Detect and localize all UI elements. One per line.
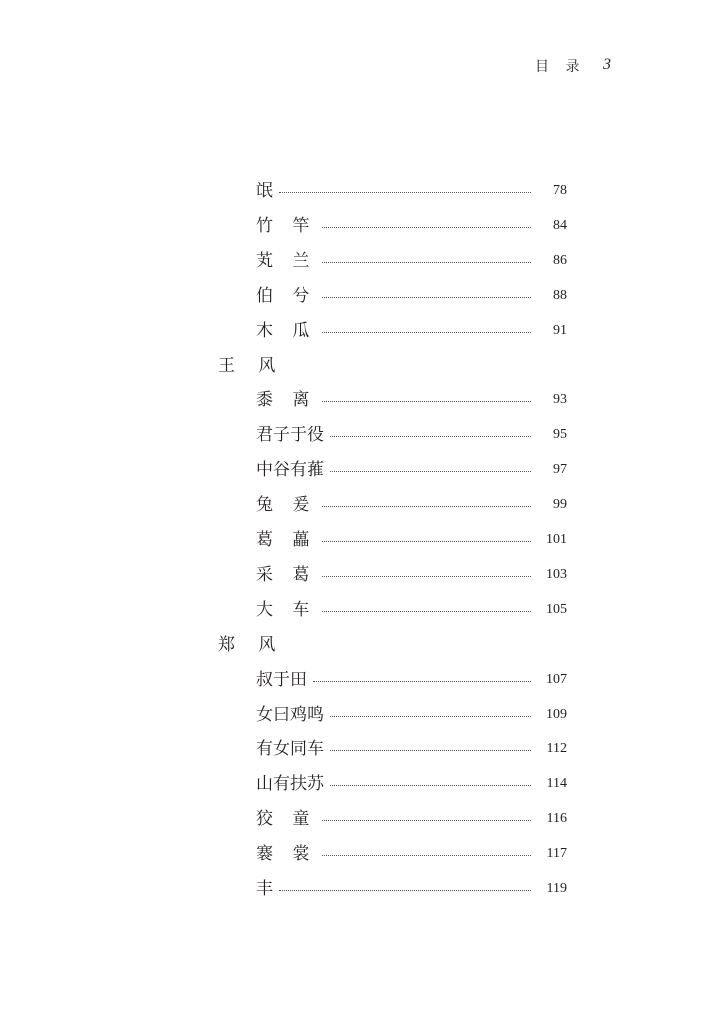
toc-section-heading-row <box>0 629 709 661</box>
toc-entry-page: 78 <box>553 183 567 198</box>
toc-entry-page: 101 <box>546 532 567 547</box>
toc-dot-leader <box>322 262 531 263</box>
toc-entry-title: 竹 竿 <box>256 215 317 236</box>
toc-entry-page: 99 <box>553 497 567 513</box>
toc-dot-leader <box>322 855 531 856</box>
toc-entry-title: 采 葛 <box>256 564 317 585</box>
toc-entry[interactable] <box>0 419 709 451</box>
toc-dot-leader <box>330 436 531 437</box>
toc-entry-title: 女曰鸡鸣 <box>256 704 324 725</box>
toc-entry[interactable] <box>0 280 709 312</box>
toc-entry[interactable] <box>0 245 709 277</box>
toc-entry-title: 褰 裳 <box>256 844 317 865</box>
toc-entry[interactable] <box>0 768 709 800</box>
toc-dot-leader <box>330 716 531 717</box>
toc-entry[interactable] <box>0 175 709 207</box>
toc-entry[interactable] <box>0 699 709 731</box>
toc-entry[interactable] <box>0 838 709 870</box>
toc-entry-title: 木 瓜 <box>256 320 317 341</box>
toc-entry-page: 119 <box>546 881 567 896</box>
toc-dot-leader <box>322 401 531 402</box>
toc-entry-title: 伯 兮 <box>256 285 317 306</box>
toc-entry-page: 88 <box>553 287 567 303</box>
toc-entry[interactable] <box>0 489 709 521</box>
toc-entry-page: 91 <box>553 322 567 338</box>
toc-dot-leader <box>279 192 531 193</box>
toc-dot-leader <box>322 332 531 333</box>
toc-entry-page: 112 <box>546 741 567 757</box>
toc-entry[interactable] <box>0 873 709 905</box>
toc-entry[interactable] <box>0 803 709 835</box>
toc-entry-page: 103 <box>546 566 567 582</box>
toc-dot-leader <box>322 506 531 507</box>
toc-entry-title: 叔于田 <box>256 669 307 690</box>
toc-entry-page: 107 <box>546 671 567 687</box>
toc-entry[interactable] <box>0 594 709 626</box>
toc-entry[interactable] <box>0 384 709 416</box>
toc-entry-title: 大 车 <box>256 599 317 620</box>
toc-entry[interactable] <box>0 210 709 242</box>
running-head: 目 录 <box>535 59 586 75</box>
toc-entry-page: 116 <box>546 811 567 827</box>
toc-dot-leader <box>322 820 531 821</box>
toc-section-heading: 王 风 <box>218 355 285 376</box>
toc-entry-page: 84 <box>553 217 567 233</box>
toc-entry-page: 86 <box>553 252 567 268</box>
toc-dot-leader <box>322 297 531 298</box>
toc-entry[interactable] <box>0 454 709 486</box>
toc-entry-page: 109 <box>546 706 567 722</box>
toc-entry[interactable] <box>0 733 709 765</box>
toc-section-heading-row <box>0 350 709 382</box>
toc-dot-leader <box>330 471 531 472</box>
toc-dot-leader <box>322 227 531 228</box>
toc-entry-page: 114 <box>546 776 567 792</box>
toc-entry-title: 葛 藟 <box>256 530 317 550</box>
toc-entry[interactable] <box>0 664 709 696</box>
toc-dot-leader <box>322 611 531 612</box>
toc-entry-title: 山有扶苏 <box>256 774 324 795</box>
toc-entry[interactable] <box>0 315 709 347</box>
toc-entry-title: 有女同车 <box>256 739 324 760</box>
toc-entry-title: 中谷有蓷 <box>256 460 324 481</box>
toc-entry-page: 117 <box>546 846 567 862</box>
toc-entry-title: 兔 爰 <box>256 495 317 516</box>
toc-entry-title: 黍 离 <box>256 390 317 411</box>
toc-entry-title: 芄 兰 <box>256 250 317 271</box>
toc-section-heading: 郑 风 <box>218 634 285 655</box>
toc-entry-page: 95 <box>553 427 567 443</box>
toc-dot-leader <box>322 541 531 542</box>
toc-entry[interactable] <box>0 559 709 591</box>
toc-entry-page: 93 <box>553 392 567 408</box>
toc-dot-leader <box>313 681 531 682</box>
toc-entry-title: 狡 童 <box>256 809 317 830</box>
page-number: 3 <box>603 56 611 73</box>
toc-entry-page: 105 <box>546 601 567 617</box>
toc-entry-title: 丰 <box>256 879 273 899</box>
toc-dot-leader <box>279 890 531 891</box>
toc-entry-title: 氓 <box>256 181 273 201</box>
toc-entry-title: 君子于役 <box>256 425 324 446</box>
toc-dot-leader <box>322 576 531 577</box>
toc-dot-leader <box>330 785 531 786</box>
toc-dot-leader <box>330 750 531 751</box>
toc-entry-page: 97 <box>553 462 567 478</box>
toc-entry[interactable] <box>0 524 709 556</box>
